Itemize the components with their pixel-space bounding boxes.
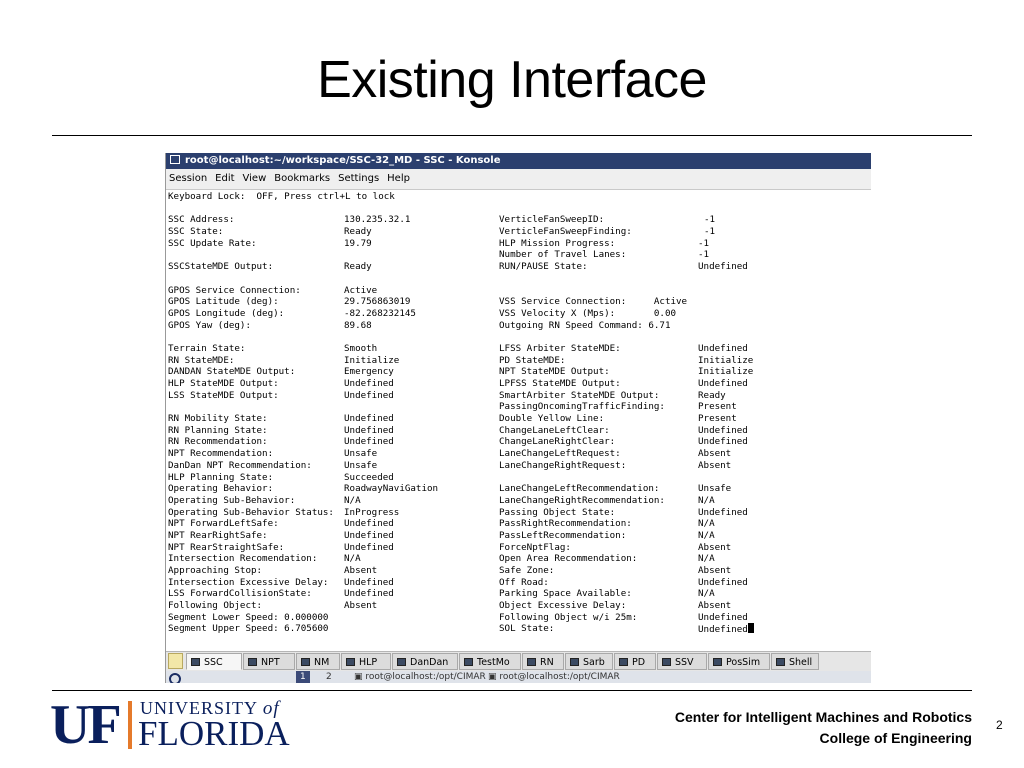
terminal-field: Undefined [698,611,748,623]
terminal-field: Smooth [344,342,378,354]
terminal-field: LaneChangeLeftRequest: [499,448,621,460]
terminal-field: Emergency [344,366,394,378]
terminal-field: Keyboard Lock: OFF, Press ctrl+L to lock [168,191,395,202]
terminal-field: InProgress [344,506,400,518]
tab-label: NM [314,657,330,668]
terminal-field: N/A [698,494,715,506]
terminal-field: PassLeftRecommendation: [499,529,627,541]
terminal-field: GPOS Longitude (deg): [168,307,285,319]
terminal-line [168,238,868,250]
terminal-field: DanDan NPT Recommendation: [168,459,312,471]
terminal-tab-icon [570,658,579,666]
terminal-line [168,320,868,332]
terminal-field: Undefined [344,378,394,389]
uf-monogram: UF [50,694,119,756]
terminal-line [168,483,868,495]
terminal-line [168,612,868,624]
terminal-field: RN StateMDE: [168,354,235,366]
tab-label: Shell [789,657,813,668]
menu-bar [166,169,871,190]
terminal-field: Undefined [344,588,394,600]
terminal-field: Present [698,413,737,425]
terminal-line [168,413,868,425]
terminal-line [168,495,868,507]
terminal-line [168,261,868,273]
terminal-field: Absent [698,541,732,553]
footer-text [675,707,972,749]
terminal-field: -1 [704,214,716,226]
terminal-field: Undefined [698,261,748,273]
uf-logo [50,694,330,756]
terminal-line [168,273,868,285]
tab-testmo[interactable] [459,653,521,670]
terminal-field: Unsafe [698,483,732,495]
terminal-line [168,366,868,378]
terminal-line [168,285,868,297]
terminal-field: VerticleFanSweepFinding: [499,226,632,238]
terminal-line [168,577,868,589]
logo-university-text: UNIVERSITY of [140,698,280,719]
terminal-field: VerticleFanSweepID: [499,214,605,226]
terminal-field: Present [698,401,737,413]
terminal-field: ForceNptFlag: [499,541,571,553]
tab-label: NPT [261,657,280,668]
desktop-1[interactable]: 1 [296,671,310,683]
terminal-field: Operating Sub-Behavior: [168,494,296,506]
session-tab-bar [166,651,871,671]
terminal-line [168,203,868,215]
terminal-field: Unsafe [344,448,378,460]
logo-florida-text: FLORIDA [138,714,290,753]
terminal-field: Terrain State: [168,342,246,354]
terminal-field: ChangeLaneLeftClear: [499,424,610,436]
terminal-field: Absent [698,459,732,471]
terminal-field: Operating Sub-Behavior Status: [168,506,334,518]
terminal-field: HLP Planning State: [168,471,274,483]
terminal-field: RN Planning State: [168,424,268,436]
terminal-field: Undefined [344,389,394,401]
terminal-line [168,542,868,554]
terminal-line [168,401,868,413]
terminal-field: SmartArbiter StateMDE Output: [499,389,660,401]
terminal-line [168,331,868,343]
menu-view[interactable]: View [242,173,267,184]
desktop-taskbar [166,671,871,683]
terminal-field: Initialize [698,354,754,366]
terminal-field: LSS StateMDE Output: [168,389,279,401]
window-title: root@localhost:~/workspace/SSC-32_MD - SSC - Konsole [185,155,501,166]
text-cursor [748,623,754,633]
footer-line-1: Center for Intelligent Machines and Robotics [674,709,972,725]
terminal-field: Undefined [344,576,394,588]
tab-label: HLP [359,657,378,668]
terminal-field: 130.235.32.1 [344,214,411,226]
terminal-line [168,308,868,320]
terminal-field: Segment Lower Speed: 0.000000 [168,611,329,623]
terminal-line [168,378,868,390]
terminal-field: Undefined [698,623,754,636]
terminal-field: RN Mobility State: [168,413,268,425]
terminal-field: LSS ForwardCollisionState: [168,588,312,600]
page-number: 2 [996,718,1003,732]
terminal-field: GPOS Yaw (deg): [168,319,251,331]
tab-sarb[interactable] [565,653,613,670]
terminal-field: Undefined [698,506,748,518]
terminal-line [168,460,868,472]
terminal-tab-icon [713,658,722,666]
terminal-field: GPOS Latitude (deg): [168,296,279,308]
terminal-field: PassingOncomingTrafficFinding: [499,401,665,413]
terminal-field: Active [344,284,378,296]
tab-label: PD [632,657,646,668]
terminal-line [168,214,868,226]
terminal-field: GPOS Service Connection: [168,284,301,296]
app-launcher-icon[interactable] [169,673,181,683]
terminal-field: LaneChangeRightRequest: [499,459,627,471]
terminal-field: LaneChangeLeftRecommendation: [499,483,660,495]
terminal-tab-icon [527,658,536,666]
tab-rn[interactable] [522,653,564,670]
terminal-field: Initialize [344,354,400,366]
terminal-line [168,226,868,238]
terminal-field: RN Recommendation: [168,436,268,448]
terminal-line [168,518,868,530]
terminal-field: Undefined [698,342,748,354]
terminal-field: PassRightRecommendation: [499,518,632,530]
window-titlebar[interactable] [166,153,871,169]
tab-label: SSV [675,657,694,668]
tab-label: SSC [204,657,223,668]
terminal-field: Open Area Recommendation: [499,553,638,565]
taskbar-task-1[interactable]: ▣ root@localhost:/opt/CIMAR [354,672,486,682]
terminal-field: Object Excessive Delay: [499,600,627,612]
terminal-field: Safe Zone: [499,565,555,576]
terminal-field: 29.756863019 [344,296,411,308]
terminal-field: LFSS Arbiter StateMDE: [499,342,621,354]
terminal-line [168,296,868,308]
tab-ssc[interactable] [186,653,242,670]
tab-possim[interactable] [708,653,770,670]
terminal-line [168,507,868,519]
terminal-field: N/A [344,553,361,565]
terminal-line [168,355,868,367]
terminal-field: Absent [344,565,378,576]
terminal-tab-icon [776,658,785,666]
terminal-field: Number of Travel Lanes: [499,249,627,261]
tab-nm[interactable] [296,653,340,670]
terminal-line [168,191,868,203]
terminal-field: Operating Behavior: [168,483,274,495]
terminal-field: SSC Address: [168,214,235,226]
terminal-field: -1 [698,237,710,249]
terminal-field: NPT RearStraightSafe: [168,541,285,553]
terminal-field: Undefined [344,518,394,530]
terminal-field: Ready [698,389,726,401]
terminal-field: Following Object: [168,600,263,612]
terminal-line [168,588,868,600]
tab-shell[interactable] [771,653,819,670]
window-icon [170,155,180,164]
tab-npt[interactable] [243,653,295,670]
terminal-line [168,425,868,437]
terminal-line [168,623,868,635]
terminal-field: Outgoing RN Speed Command: 6.71 [499,319,671,331]
terminal-line [168,249,868,261]
terminal-field: NPT StateMDE Output: [499,366,610,378]
terminal-tab-icon [248,658,257,666]
terminal-field: RoadwayNaviGation [344,483,439,495]
terminal-field: VSS Service Connection: Active [499,296,688,308]
terminal-field: Ready [344,226,372,238]
terminal-field: SOL State: [499,623,555,635]
terminal-line [168,390,868,402]
terminal-field: Undefined [698,424,748,436]
tab-dandan[interactable] [392,653,458,670]
terminal-field: -1 [704,226,716,238]
new-tab-icon[interactable] [168,653,183,669]
terminal-field: N/A [698,529,715,541]
terminal-line [168,436,868,448]
title-divider [52,135,972,136]
terminal-field: NPT RearRightSafe: [168,529,268,541]
terminal-tab-icon [346,658,355,666]
terminal-field: Following Object w/i 25m: [499,611,638,623]
terminal-field: Approaching Stop: [168,565,263,576]
terminal-field: VSS Velocity X (Mps): 0.00 [499,307,677,319]
terminal-field: HLP StateMDE Output: [168,378,279,389]
terminal-field: Undefined [698,576,748,588]
tab-hlp[interactable] [341,653,391,670]
terminal-field: 89.68 [344,319,372,331]
taskbar-task-2[interactable]: ▣ root@localhost:/opt/CIMAR [488,672,620,682]
logo-divider-bar [128,701,132,749]
terminal-field: ChangeLaneRightClear: [499,436,616,448]
terminal-line [168,600,868,612]
terminal-line [168,553,868,565]
terminal-field: SSC State: [168,226,224,238]
terminal-line [168,448,868,460]
menu-edit[interactable]: Edit [215,173,235,184]
terminal-field: N/A [698,588,715,600]
terminal-field: HLP Mission Progress: [499,237,616,249]
tab-label: PosSim [726,657,761,668]
terminal-field: Undefined [698,378,748,389]
terminal-field: -82.268232145 [344,307,416,319]
terminal-field: SSCStateMDE Output: [168,261,274,273]
desktop-2[interactable]: 2 [326,672,332,682]
terminal-line [168,565,868,577]
terminal-field: Absent [698,565,732,576]
terminal-field: NPT ForwardLeftSafe: [168,518,279,530]
terminal-field: 19.79 [344,237,372,249]
terminal-field: Absent [698,448,732,460]
terminal-field: Undefined [344,529,394,541]
terminal-field: Intersection Recomendation: [168,553,318,565]
menu-settings[interactable]: Settings [338,173,380,184]
terminal-field: N/A [344,494,361,506]
terminal-field: -1 [698,249,710,261]
footer-divider [52,690,972,691]
terminal-field: Initialize [698,366,754,378]
terminal-tab-icon [619,658,628,666]
terminal-tab-icon [191,658,200,666]
terminal-field: Off Road: [499,576,549,588]
terminal-tab-icon [464,658,473,666]
terminal-line [168,472,868,484]
terminal-field: Double Yellow Line: [499,413,605,425]
terminal-field: NPT Recommendation: [168,448,274,460]
menu-session[interactable]: Session [169,173,208,184]
terminal-field: Absent [344,600,378,612]
terminal-output[interactable] [168,191,868,651]
terminal-field: DANDAN StateMDE Output: [168,366,296,378]
konsole-screenshot [165,153,871,683]
terminal-field: N/A [698,553,715,565]
terminal-field: Intersection Excessive Delay: [168,576,329,588]
terminal-field: Succeeded [344,471,394,483]
terminal-field: LPFSS StateMDE Output: [499,378,621,389]
terminal-field: Unsafe [344,459,378,471]
tab-ssv[interactable] [657,653,707,670]
terminal-field: SSC Update Rate: [168,237,257,249]
terminal-field: LaneChangeRightRecommendation: [499,494,665,506]
terminal-field: Undefined [698,436,748,448]
terminal-field: Undefined [344,541,394,553]
terminal-field: Undefined [344,424,394,436]
terminal-field: Undefined [344,436,394,448]
terminal-field: Undefined [344,413,394,425]
terminal-field: Parking Space Available: [499,588,632,600]
tab-label: Sarb [583,657,605,668]
terminal-line [168,530,868,542]
tab-label: TestMo [477,657,510,668]
tab-pd[interactable] [614,653,656,670]
terminal-field: N/A [698,518,715,530]
terminal-field: Ready [344,261,372,273]
terminal-field: Segment Upper Speed: 6.705600 [168,623,329,635]
footer-line-2: College of Engineering [819,730,972,746]
terminal-tab-icon [301,658,310,666]
terminal-tab-icon [662,658,671,666]
menu-help[interactable]: Help [387,173,410,184]
terminal-field: PD StateMDE: [499,354,566,366]
menu-bookmarks[interactable]: Bookmarks [274,173,331,184]
terminal-field: RUN/PAUSE State: [499,261,588,273]
slide-title: Existing Interface [317,51,707,109]
terminal-tab-icon [397,658,406,666]
terminal-line [168,343,868,355]
tab-label: RN [540,657,554,668]
terminal-field: Absent [698,600,732,612]
tab-label: DanDan [410,657,449,668]
terminal-field: Passing Object State: [499,506,616,518]
